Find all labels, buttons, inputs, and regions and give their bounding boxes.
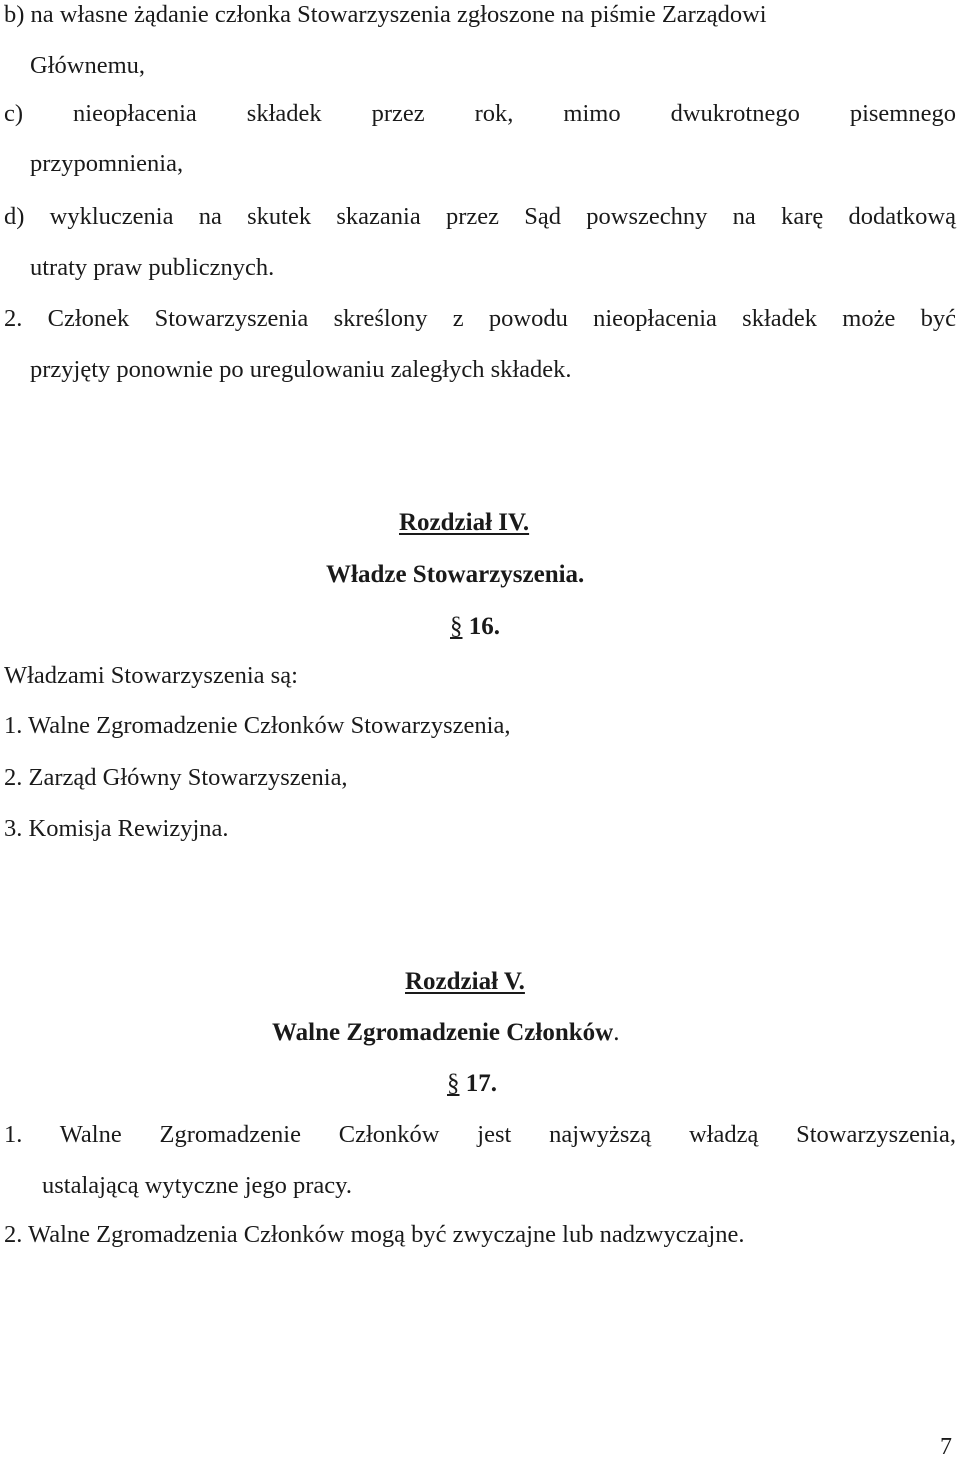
chapter5-subtitle-period: . (613, 1019, 620, 1046)
item-b-line2: Głównemu, (30, 52, 145, 79)
page-number: 7 (940, 1434, 952, 1460)
chapter4-subtitle: Władze Stowarzyszenia. (326, 561, 585, 588)
chapter4-item-3: 3. Komisja Rewizyjna. (4, 815, 229, 842)
item-d-line2: utraty praw publicznych. (30, 254, 275, 281)
chapter4-intro: Władzami Stowarzyszenia są: (4, 662, 298, 689)
item-c-line1: c) nieopłacenia składek przez rok, mimo dwukrotnego pisemnego (4, 100, 956, 127)
chapter5-point1-line2: ustalającą wytyczne jego pracy. (42, 1172, 352, 1199)
chapter5-title: Rozdział V. (405, 968, 525, 995)
section-17 (447, 1069, 497, 1099)
chapter5-point2: 2. Walne Zgromadzenia Członków mogą być zwyczajne lub nadzwyczajne. (4, 1221, 745, 1248)
section-16-number: 16. (468, 613, 500, 640)
point2-line2: przyjęty ponownie po uregulowaniu zaległych składek. (30, 356, 572, 383)
chapter4-item-1: 1. Walne Zgromadzenie Członków Stowarzyszenia, (4, 712, 511, 739)
chapter5-point1-line1: 1. Walne Zgromadzenie Członków jest najwyższą władzą Stowarzyszenia, (4, 1121, 956, 1148)
point2-line1: 2. Członek Stowarzyszenia skreślony z powodu nieopłacenia składek może być (4, 305, 956, 332)
chapter4-item-2: 2. Zarząd Główny Stowarzyszenia, (4, 764, 348, 791)
section-sign-icon: § (447, 1070, 460, 1097)
item-c-line2: przypomnienia, (30, 150, 184, 177)
section-sign-icon: § (450, 613, 463, 640)
chapter5-subtitle (272, 1018, 619, 1048)
section-16 (450, 612, 500, 642)
chapter5-subtitle-text: Walne Zgromadzenie Członków (272, 1019, 614, 1046)
section-17-number: 17. (465, 1070, 497, 1097)
item-d-line1: d) wykluczenia na skutek skazania przez Sąd powszechny na karę dodatkową (4, 203, 956, 230)
chapter4-title: Rozdział IV. (399, 509, 530, 536)
item-b-line1: b) na własne żądanie członka Stowarzyszenia zgłoszone na piśmie Zarządowi (4, 1, 767, 28)
